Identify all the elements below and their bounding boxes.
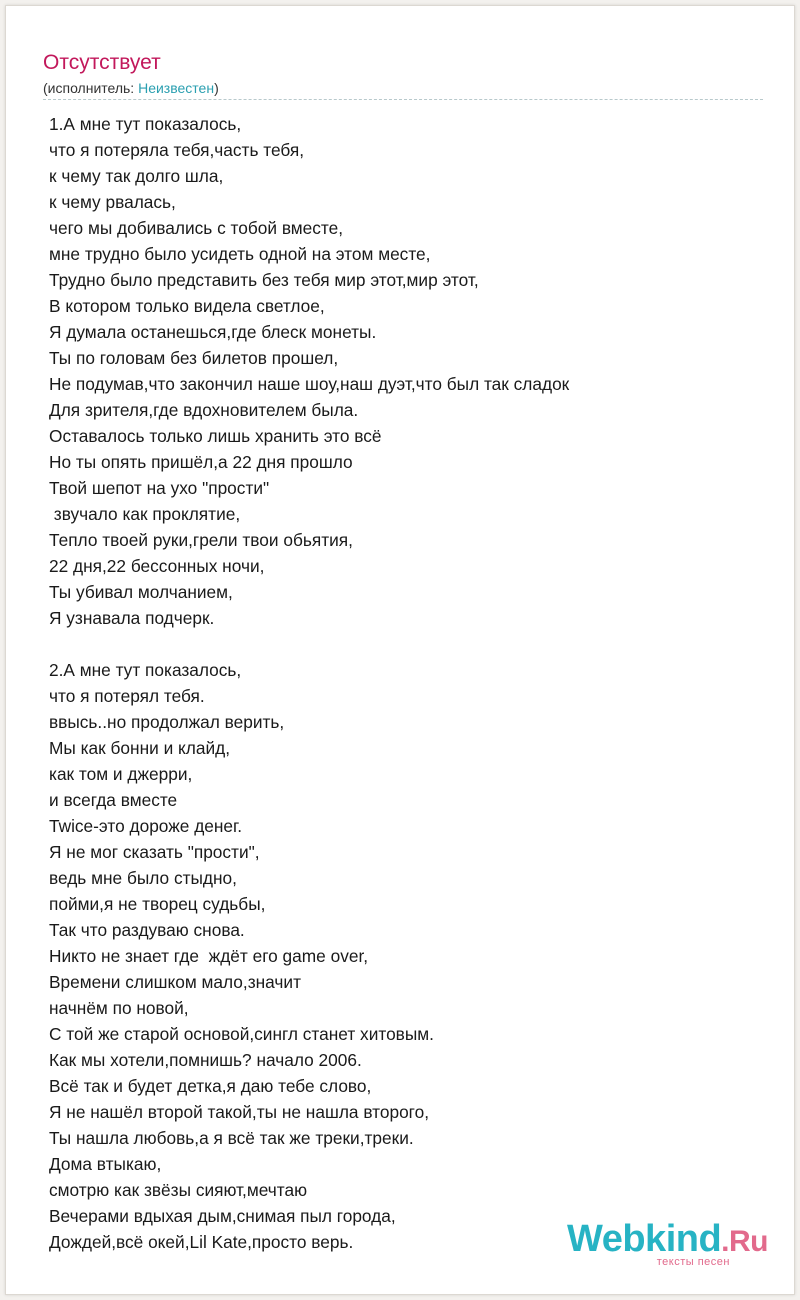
lyric-line: чего мы добивались с тобой вместе, [49, 218, 344, 238]
lyric-line: Дома втыкаю, [49, 1154, 162, 1174]
lyric-line: начнём по новой, [49, 998, 189, 1018]
lyric-line: Времени слишком мало,значит [49, 972, 301, 992]
lyric-line: Всё так и будет детка,я даю тебе слово, [49, 1076, 372, 1096]
artist-suffix: ) [214, 80, 219, 96]
lyric-line: 2.А мне тут показалось, [49, 660, 242, 680]
song-title: Отсутствует [43, 51, 161, 74]
lyric-line: ввысь..но продолжал верить, [49, 712, 285, 732]
lyric-line: мне трудно было усидеть одной на этом месте, [49, 244, 431, 264]
lyric-line: к чему так долго шла, [49, 166, 224, 186]
artist-prefix: (исполнитель: [43, 80, 139, 96]
lyrics-card [5, 5, 795, 1295]
lyric-line: Дождей,всё окей,Lil Kate,просто верь. [49, 1232, 354, 1252]
lyric-line: Как мы хотели,помнишь? начало 2006. [49, 1050, 362, 1070]
lyric-line: Ты нашла любовь,а я всё так же треки,треки. [49, 1128, 414, 1148]
lyric-line: С той же старой основой,сингл станет хитовым. [49, 1024, 434, 1044]
lyric-line: Я думала останешься,где блеск монеты. [49, 322, 377, 342]
lyric-line: смотрю как звёзы сияют,мечтаю [49, 1180, 308, 1200]
lyric-line: Тепло твоей руки,грели твои обьятия, [49, 530, 353, 550]
artist-line [43, 79, 219, 97]
lyric-line: Но ты опять пришёл,а 22 дня прошло [49, 452, 353, 472]
lyric-line: что я потеряла тебя,часть тебя, [49, 140, 305, 160]
lyric-line: Я не мог сказать "прости", [49, 842, 260, 862]
lyric-line: и всегда вместе [49, 790, 178, 810]
lyric-line: как том и джерри, [49, 764, 193, 784]
lyric-line: к чему рвалась, [49, 192, 176, 212]
lyric-line: ведь мне было стыдно, [49, 868, 237, 888]
lyric-line: Никто не знает где ждёт его game over, [49, 946, 369, 966]
lyric-line: Так что раздуваю снова. [49, 920, 245, 940]
lyric-line: Не подумав,что закончил наше шоу,наш дуэт,что был так сладок [49, 374, 570, 394]
lyric-line: что я потерял тебя. [49, 686, 205, 706]
lyric-line [49, 631, 749, 657]
lyric-line: Трудно было представить без тебя мир этот,мир этот, [49, 270, 479, 290]
lyric-line: 1.А мне тут показалось, [49, 114, 242, 134]
logo-tagline: тексты песен [656, 1256, 730, 1268]
logo-main: Webkind [567, 1218, 722, 1260]
lyric-line: В котором только видела светлое, [49, 296, 325, 316]
divider [43, 99, 763, 100]
lyric-line: Ты убивал молчанием, [49, 582, 233, 602]
lyric-line: Мы как бонни и клайд, [49, 738, 231, 758]
lyric-line: Twice-это дороже денег. [49, 816, 243, 836]
lyric-line: 22 дня,22 бессонных ночи, [49, 556, 265, 576]
webkind-logo[interactable] [567, 1219, 768, 1268]
lyric-line: Для зрителя,где вдохновителем была. [49, 400, 359, 420]
lyric-line: Ты по головам без билетов прошел, [49, 348, 339, 368]
logo-suffix: .Ru [721, 1225, 768, 1258]
lyric-line: Вечерами вдыхая дым,снимая пыл города, [49, 1206, 396, 1226]
lyric-line: звучало как проклятие, [49, 504, 241, 524]
lyrics-text [49, 111, 749, 1255]
lyric-line: пойми,я не творец судьбы, [49, 894, 266, 914]
lyric-line: Я не нашёл второй такой,ты не нашла второго, [49, 1102, 430, 1122]
lyric-line: Я узнавала подчерк. [49, 608, 215, 628]
lyric-line: Твой шепот на ухо "прости" [49, 478, 270, 498]
lyric-line: Оставалось только лишь хранить это всё [49, 426, 382, 446]
artist-link[interactable]: Неизвестен [138, 80, 215, 96]
